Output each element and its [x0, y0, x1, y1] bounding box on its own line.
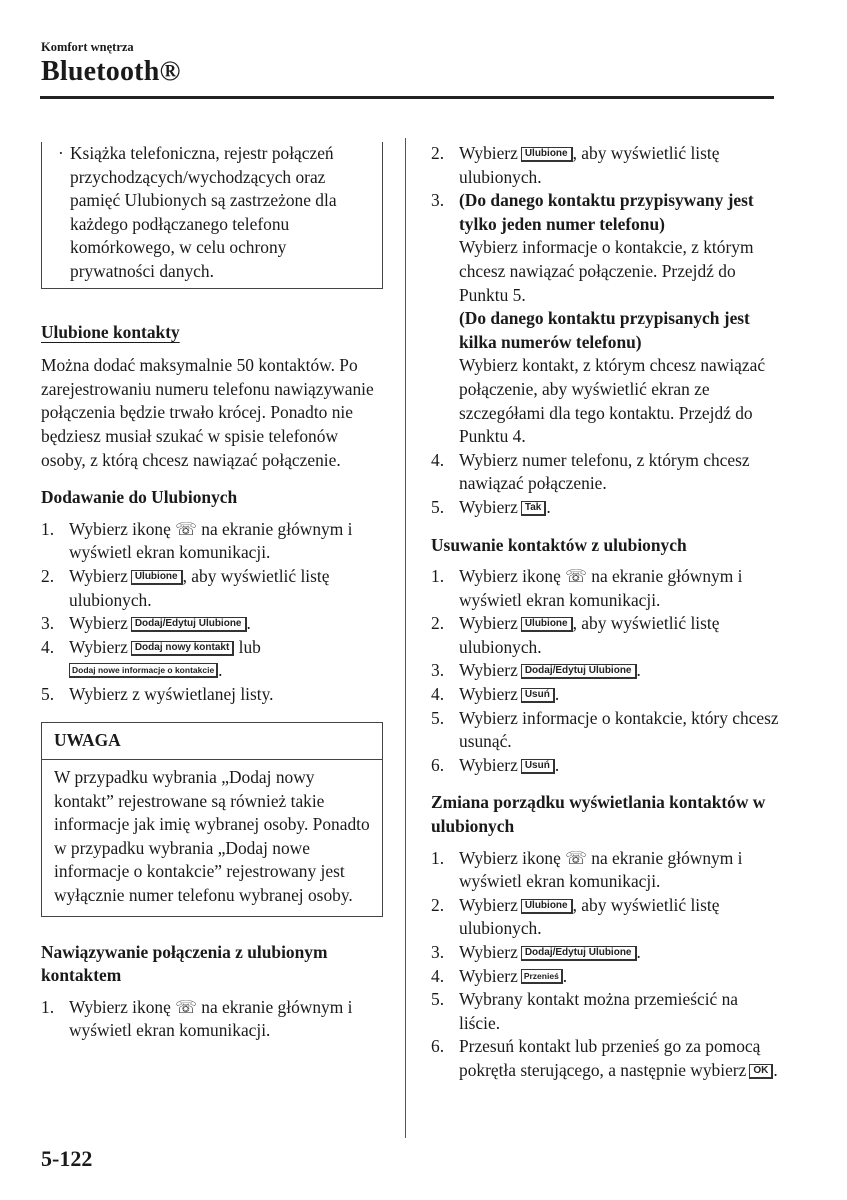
- phone-icon: ☏: [565, 566, 587, 587]
- add-new-contact-info-button: Dodaj nowe informacje o kontakcie: [69, 663, 218, 678]
- call-favorite-steps-left: [41, 996, 383, 1043]
- list-item: 3. Wybierz Dodaj/Edytuj Ulubione .: [41, 613, 251, 634]
- list-item: 5. Wybierz z wyświetlanej listy.: [41, 683, 274, 704]
- list-item: 1. Wybierz ikonę ☏ na ekranie głównym i wyświetl ekran komunikacji.: [41, 996, 353, 1041]
- favorites-intro: Można dodać maksymalnie 50 kontaktów. Po zarejestrowaniu numeru telefonu nawiązywanie połączenia będzie trwało krócej. Ponadto nie będziesz musiał szukać w spisie telefonów osoby, z którą chcesz nawiązać połączenie.: [41, 355, 374, 470]
- section-label: Komfort wnętrza: [41, 40, 134, 54]
- list-item: 1. Wybierz ikonę ☏ na ekranie głównym i wyświetl ekran komunikacji.: [431, 847, 743, 892]
- add-new-contact-button: Dodaj nowy kontakt: [131, 641, 234, 656]
- bullet-icon: ·: [58, 143, 64, 163]
- call-favorite-steps-right: [431, 142, 781, 520]
- list-item: 5. Wybierz Tak .: [431, 496, 551, 517]
- privacy-note-text: Książka telefoniczna, rejestr połączeń przychodzących/wychodzących oraz pamięć Ulubionych są zastrzeżone dla każdego podłączanego telefonu komórkowego, w celu ochrony prywatności danych.: [70, 143, 337, 281]
- reorder-favorites-heading: Zmiana porządku wyświetlania kontaktów w ulubionych: [431, 792, 766, 837]
- list-item: 6. Wybierz Usuń .: [431, 754, 560, 775]
- uwaga-heading: UWAGA: [42, 723, 382, 760]
- edit-favorites-button: Dodaj/Edytuj Ulubione: [131, 617, 247, 632]
- list-item: 2. Wybierz Ulubione , aby wyświetlić listę ulubionych.: [431, 894, 720, 939]
- list-item: 1. Wybierz ikonę ☏ na ekranie głównym i wyświetl ekran komunikacji.: [431, 566, 743, 610]
- uwaga-text: W przypadku wybrania „Dodaj nowy kontakt” rejestrowane są również takie informacje jak imię wybranej osoby. Ponadto w przypadku wybrania „Dodaj nowe informacje o kontakcie” rejestrowany jest wyłącznie numer telefonu wybranej osoby.: [54, 767, 370, 906]
- usun-button: Usuń: [521, 688, 555, 703]
- delete-favorites-heading: Usuwanie kontaktów z ulubionych: [431, 534, 687, 555]
- page-title: Bluetooth®: [41, 56, 181, 87]
- list-item: 5. Wybierz informacje o kontakcie, który chcesz usunąć.: [431, 707, 779, 752]
- add-favorites-steps: [41, 518, 383, 707]
- list-item: 5. Wybrany kontakt można przemieścić na liście.: [431, 989, 739, 1033]
- ok-button: OK: [749, 1064, 773, 1079]
- przenies-button: Przenieś: [521, 969, 563, 984]
- title-rule: [40, 96, 774, 99]
- list-item: 3. Wybierz Dodaj/Edytuj Ulubione .: [431, 660, 641, 681]
- ulubione-button: Ulubione: [521, 147, 573, 162]
- list-item: 1. Wybierz ikonę ☏ na ekranie głównym i wyświetl ekran komunikacji.: [41, 518, 353, 563]
- list-item: 3. (Do danego kontaktu przypisywany jest tylko jeden numer telefonu) Wybierz informacje o kontakcie, z którym chcesz nawiązać połączenie. Przejdź do Punktu 5. (Do danego kontaktu przypisanych jest kilka numerów telefonu) Wybierz kontakt, z którym chcesz nawiązać połączenie, aby wyświetlić ekran ze szczegółami dla tego kontaktu. Przejdź do Punktu 4.: [431, 190, 766, 447]
- privacy-note-box: [41, 142, 383, 289]
- phone-icon: ☏: [175, 518, 197, 539]
- column-divider: [405, 138, 406, 1138]
- phone-icon: ☏: [565, 847, 587, 868]
- list-item: 2. Wybierz Ulubione , aby wyświetlić listę ulubionych.: [431, 613, 720, 657]
- ulubione-button: Ulubione: [521, 899, 573, 914]
- usun-button: Usuń: [521, 759, 555, 774]
- list-item: 4. Wybierz Przenieś .: [431, 965, 568, 986]
- edit-favorites-button: Dodaj/Edytuj Ulubione: [521, 664, 637, 679]
- list-item: 6. Przesuń kontakt lub przenieś go za pomocą pokrętła sterującego, a następnie wybierz OK .: [431, 1036, 778, 1080]
- delete-favorites-steps: [431, 565, 781, 777]
- reorder-favorites-steps: [431, 847, 781, 1083]
- list-item: 4. Wybierz Dodaj nowy kontakt lub Dodaj nowe informacje o kontakcie .: [41, 636, 261, 681]
- ulubione-button: Ulubione: [521, 617, 573, 632]
- list-item: 4. Wybierz numer telefonu, z którym chcesz nawiązać połączenie.: [431, 449, 750, 494]
- right-column: [431, 142, 781, 1083]
- tak-button: Tak: [521, 501, 547, 516]
- uwaga-box: [41, 722, 383, 916]
- page-number: 5-122: [41, 1146, 93, 1171]
- phone-icon: ☏: [175, 996, 197, 1017]
- left-column: [41, 142, 383, 1043]
- list-item: 3. Wybierz Dodaj/Edytuj Ulubione .: [431, 942, 641, 962]
- list-item: 2. Wybierz Ulubione , aby wyświetlić listę ulubionych.: [431, 143, 720, 187]
- add-favorites-heading: Dodawanie do Ulubionych: [41, 487, 238, 508]
- edit-favorites-button: Dodaj/Edytuj Ulubione: [521, 946, 637, 961]
- list-item: 4. Wybierz Usuń .: [431, 684, 560, 705]
- call-favorite-heading: Nawiązywanie połączenia z ulubionym kontaktem: [41, 941, 328, 986]
- list-item: 2. Wybierz Ulubione , aby wyświetlić listę ulubionych.: [41, 565, 330, 610]
- ulubione-button: Ulubione: [131, 570, 183, 585]
- favorites-heading: Ulubione kontakty: [41, 321, 180, 342]
